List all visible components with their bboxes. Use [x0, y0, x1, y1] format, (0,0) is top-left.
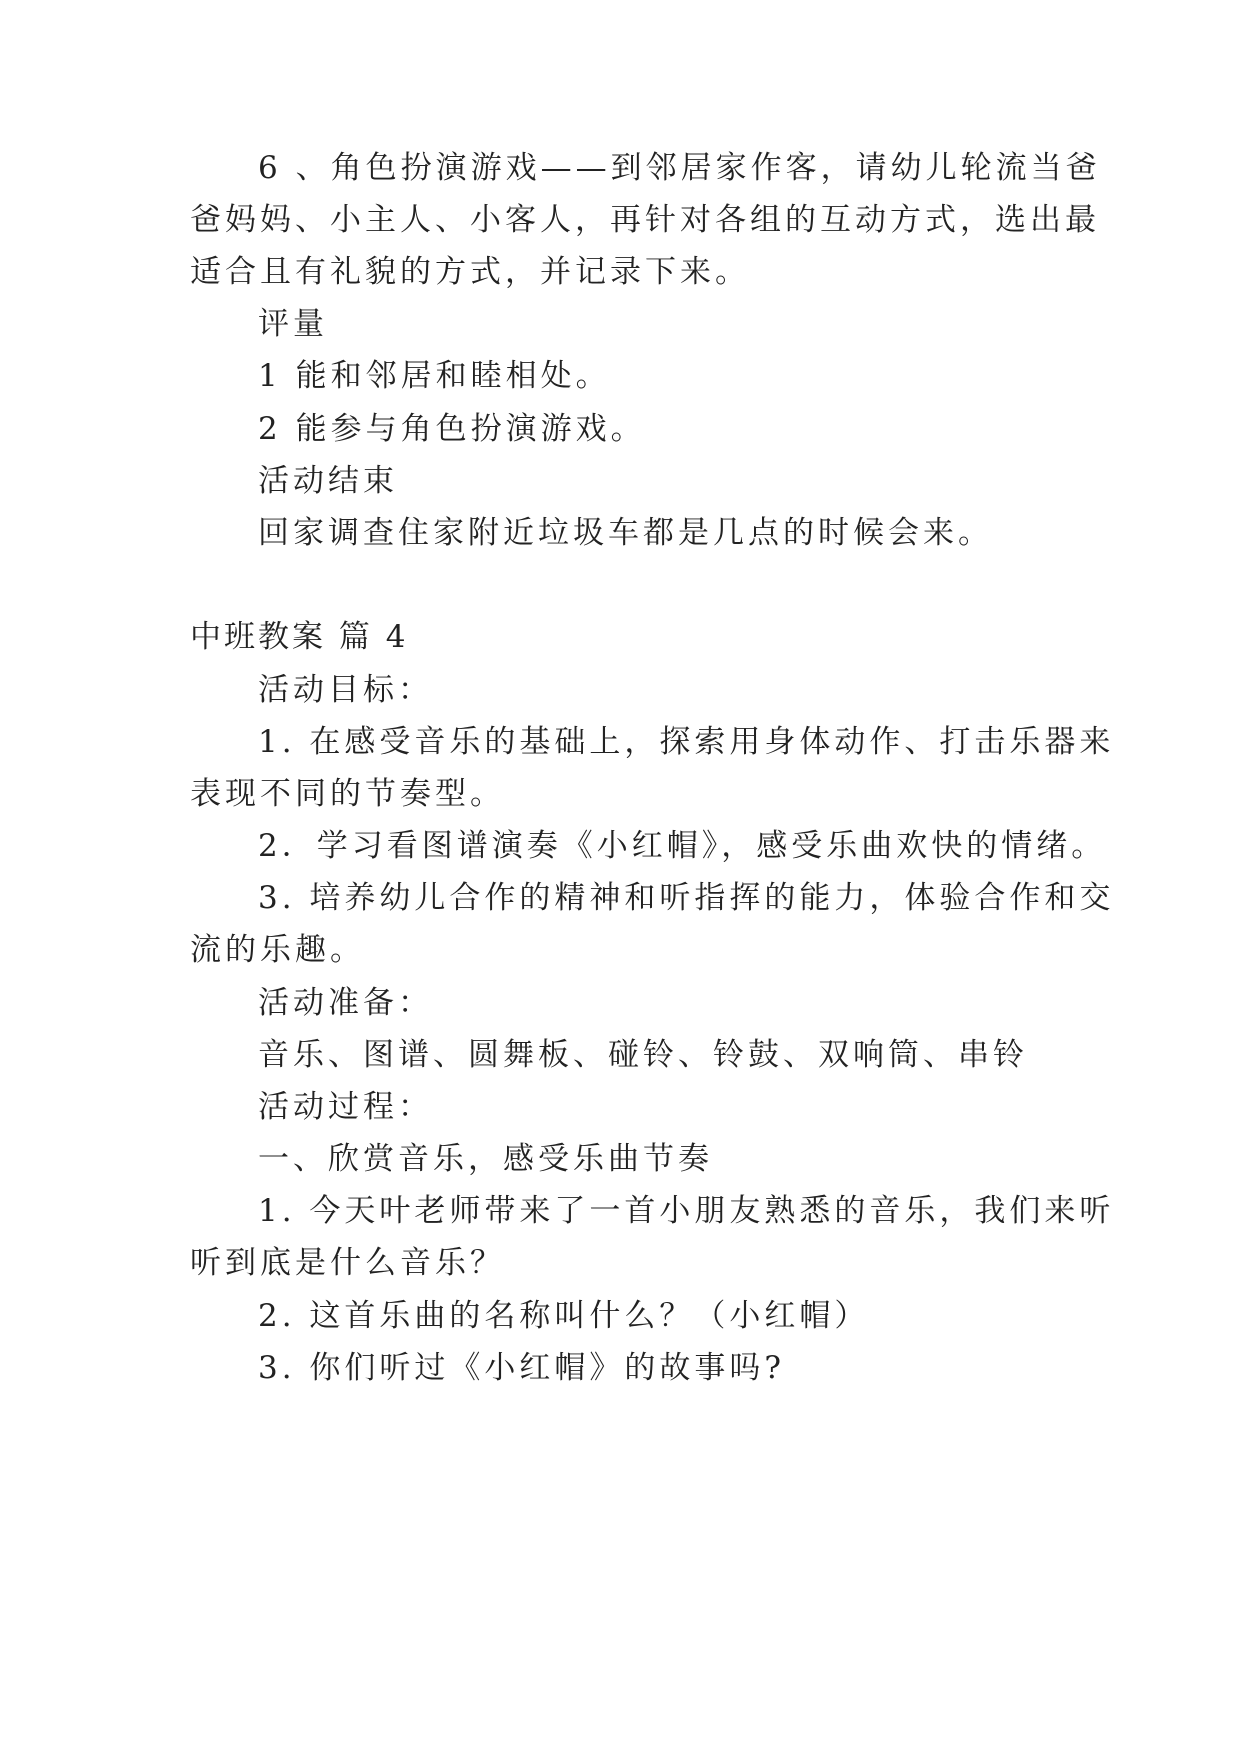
preparation-text: 音乐、图谱、圆舞板、碰铃、铃鼓、双响筒、串铃 [258, 1037, 1028, 1073]
process-title: 活动过程： [258, 1089, 433, 1125]
activity-end-text: 回家调查住家附近垃圾车都是几点的时候会来。 [258, 515, 993, 551]
question-1-line-2: 听到底是什么音乐？ [190, 1245, 505, 1281]
question-2: 2. 这首乐曲的名称叫什么？（小红帽） [258, 1298, 870, 1334]
item-6-line-1: 6 、角色扮演游戏——到邻居家作客，请幼儿轮流当爸 [258, 150, 1101, 186]
section-heading: 中班教案 篇 4 [190, 619, 409, 655]
item-6-line-2: 爸妈妈、小主人、小客人，再针对各组的互动方式，选出最 [190, 202, 1100, 238]
preparation-title: 活动准备： [258, 985, 433, 1021]
evaluation-item-1: 1 能和邻居和睦相处。 [258, 358, 611, 394]
goal-1-line-2: 表现不同的节奏型。 [190, 776, 505, 812]
evaluation-item-2: 2 能参与角色扮演游戏。 [258, 411, 646, 447]
activity-end-title: 活动结束 [258, 463, 398, 499]
step-1-title: 一、欣赏音乐，感受乐曲节奏 [258, 1141, 713, 1177]
goal-3-line-2: 流的乐趣。 [190, 932, 365, 968]
item-6-line-3: 适合且有礼貌的方式，并记录下来。 [190, 254, 750, 290]
question-1-line-1: 1. 今天叶老师带来了一首小朋友熟悉的音乐，我们来听 [258, 1193, 1115, 1229]
evaluation-title: 评量 [258, 306, 328, 342]
question-3: 3. 你们听过《小红帽》的故事吗? [258, 1350, 786, 1386]
goal-3-line-1: 3. 培养幼儿合作的精神和听指挥的能力，体验合作和交 [258, 880, 1115, 916]
goals-title: 活动目标： [258, 672, 433, 708]
goal-2: 2．学习看图谱演奏《小红帽》，感受乐曲欢快的情绪。 [258, 828, 1107, 864]
goal-1-line-1: 1. 在感受音乐的基础上，探索用身体动作、打击乐器来 [258, 724, 1115, 760]
